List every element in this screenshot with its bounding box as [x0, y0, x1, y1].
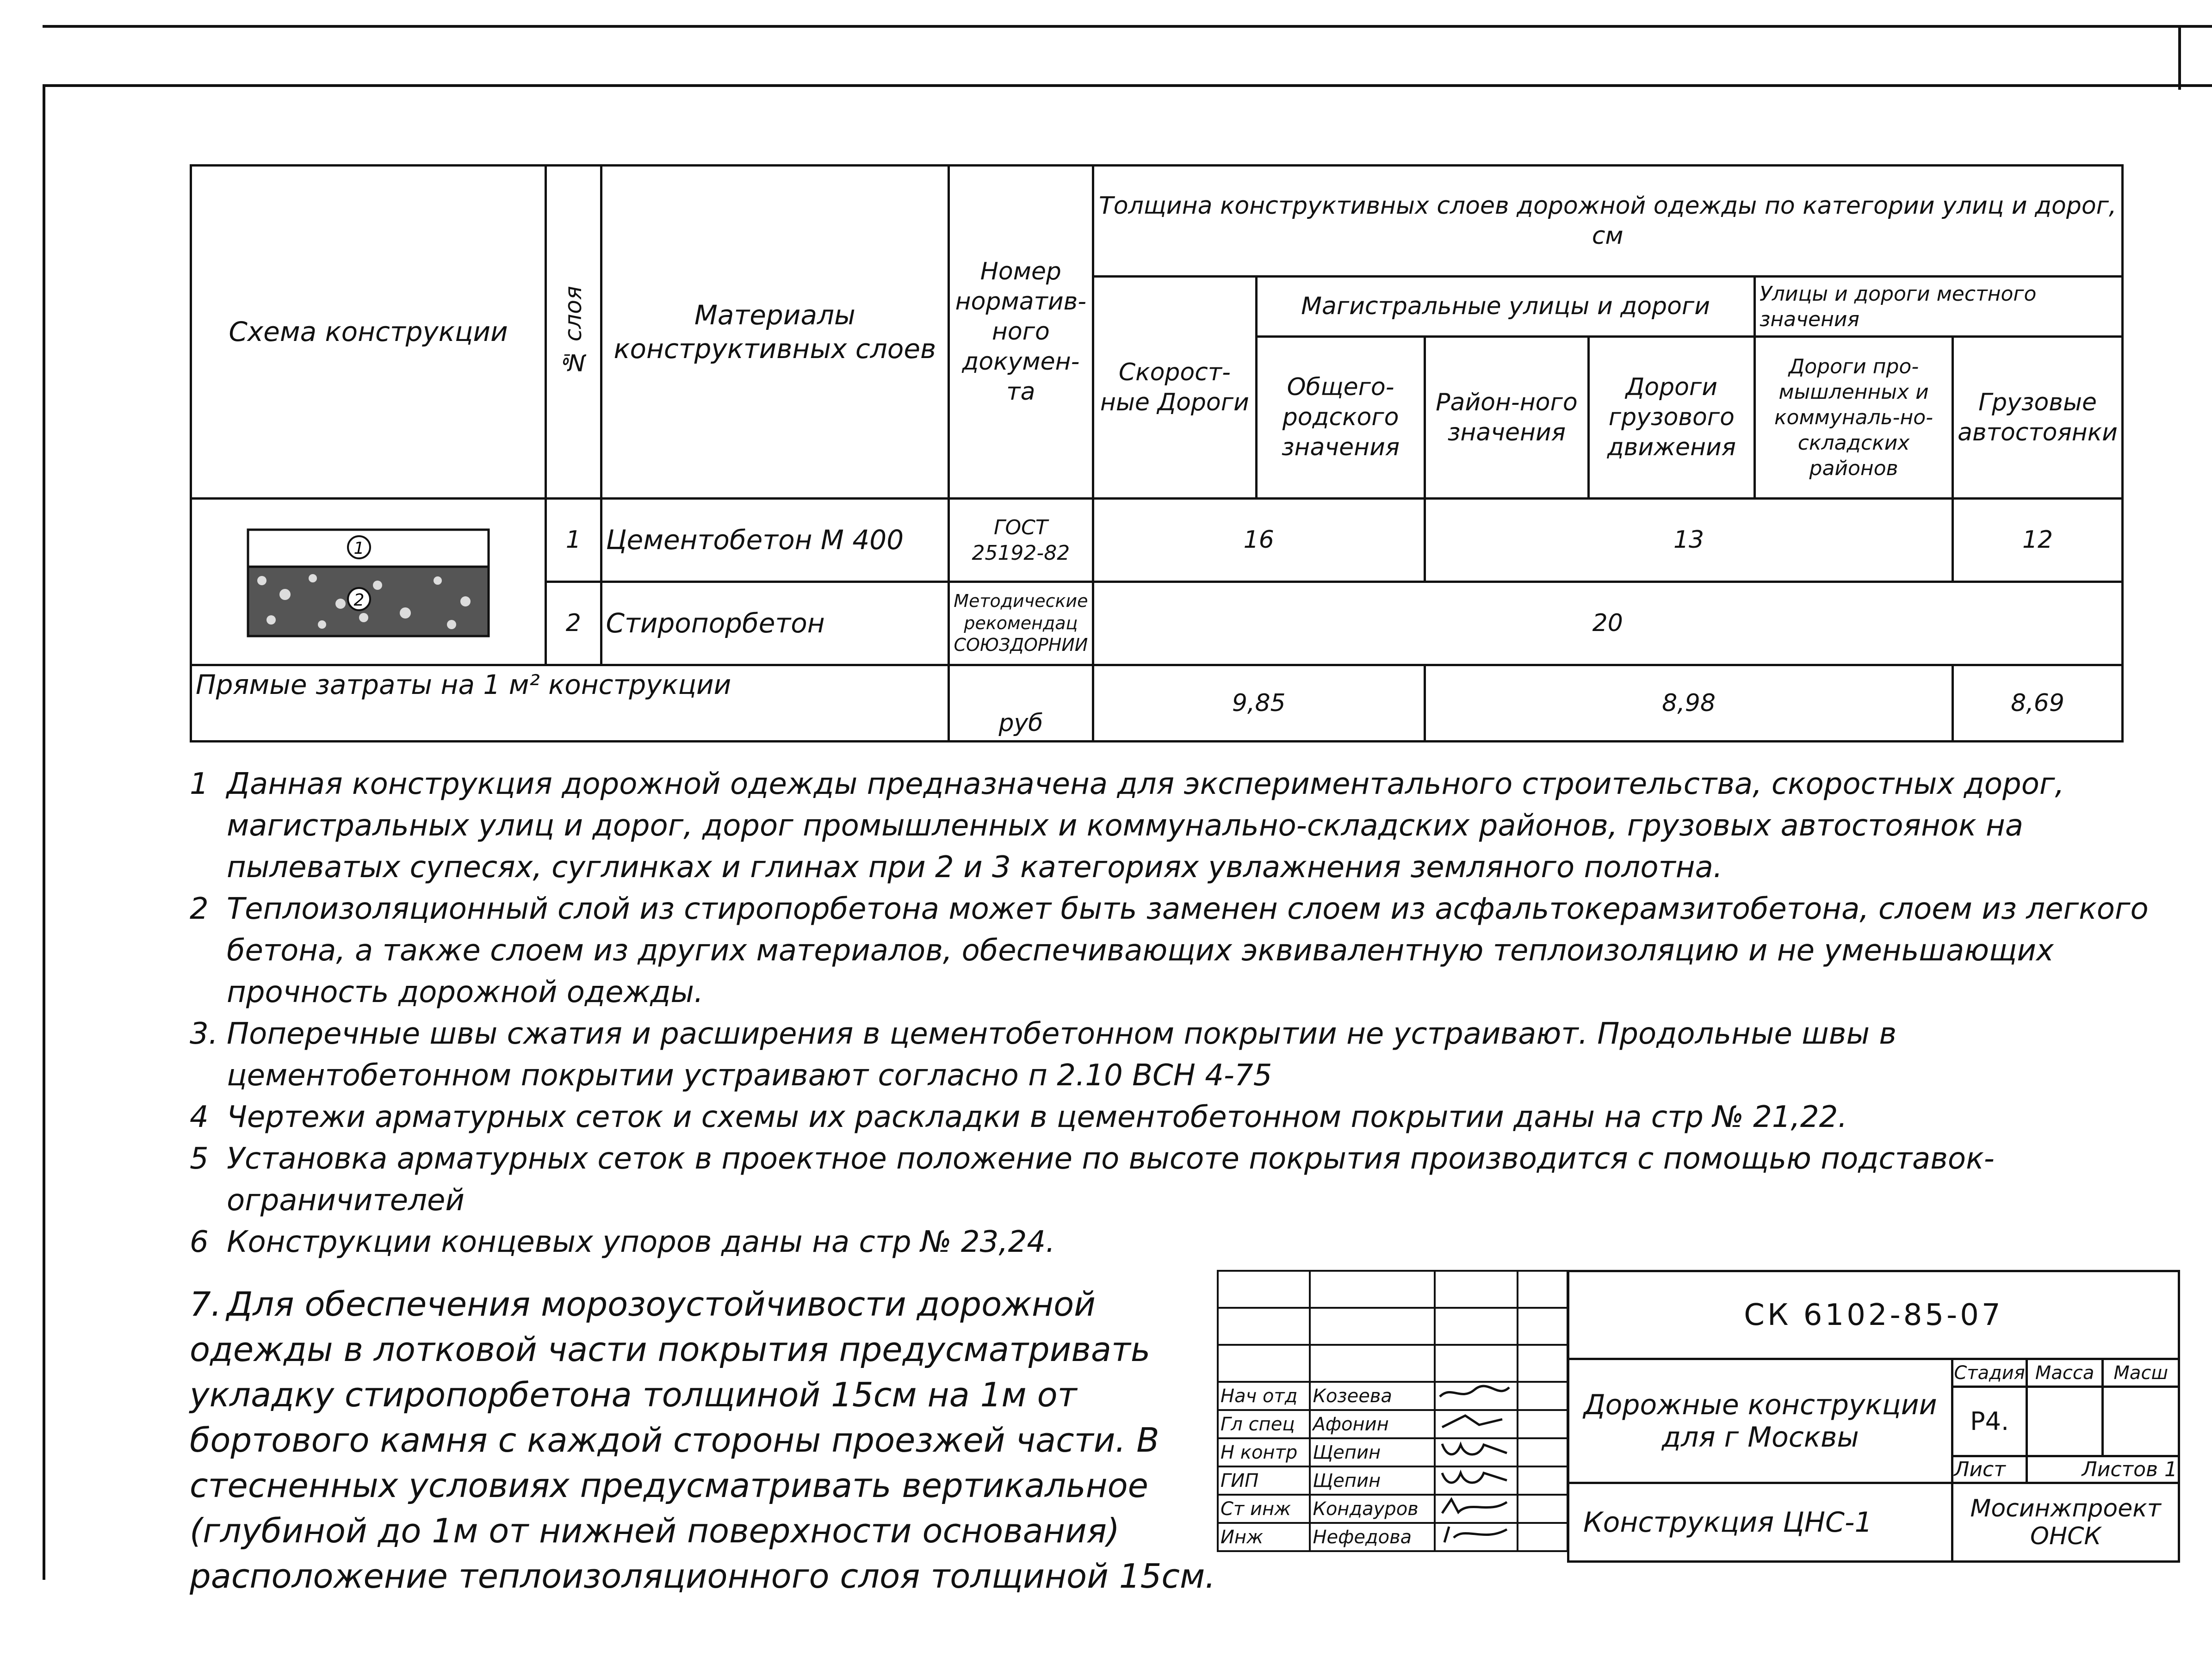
stamp-role-3: Н контр: [1218, 1438, 1310, 1466]
stamp-organization: Мосинжпроект ОНСК: [1952, 1483, 2179, 1562]
row1-doc-line1: ГОСТ: [994, 515, 1048, 539]
header-city-wide: Общего-родского значения: [1257, 337, 1425, 499]
stamp-signature-6: [1435, 1523, 1518, 1551]
header-industrial: Дороги про-мышленных и коммуналь-но-складских районов: [1754, 337, 1952, 499]
stamp-name-2: Афонин: [1310, 1410, 1434, 1438]
header-local-streets: Улицы и дороги местного значения: [1754, 277, 2122, 337]
frame-right-line: [2178, 25, 2181, 90]
row2-value-all: 20: [1093, 582, 2122, 665]
stamp-name-4: Щепин: [1310, 1466, 1434, 1495]
cost-value-parking: 8,69: [1953, 665, 2123, 742]
notes-list: [190, 763, 2179, 1263]
row1-value-parking: 12: [1953, 499, 2123, 582]
stamp-name-5: Кондауров: [1310, 1495, 1434, 1523]
header-materials: Материалы конструктивных слоев: [601, 166, 949, 499]
header-truck-parking: Грузовые автостоянки: [1953, 337, 2123, 499]
stamp-stage-header: Стадия: [1952, 1359, 2026, 1387]
frame-inner-top-line: [43, 84, 2212, 87]
cost-unit: руб: [949, 665, 1093, 742]
stamp-signatures: [1217, 1270, 1568, 1552]
stamp-sheet-title: Конструкция ЦНС-1: [1568, 1483, 1952, 1562]
note-5: 5 Установка арматурных сеток в проектное положение по высоте покрытия производится с помощью подставок- ограничителей: [190, 1142, 1995, 1218]
layer-scheme-drawing: [243, 520, 493, 641]
stamp-scale-header: Масш: [2103, 1359, 2179, 1387]
stamp-name-3: Щепин: [1310, 1438, 1434, 1466]
scheme-label-1: 1: [353, 539, 365, 558]
stamp-signature-3: [1435, 1438, 1518, 1466]
row2-material: Стиропорбетон: [601, 582, 949, 665]
stamp-role-2: Гл спец: [1218, 1410, 1310, 1438]
row2-no: 2: [546, 582, 601, 665]
stamp-main: [1567, 1270, 2180, 1563]
note-7: 7. Для обеспечения морозоустойчивости дорожной одежды в лотковой части покрытия предусматривать укладку стиропорбетона толщиной 15см на 1м от бортового камня с каждой стороны проезжей части. В стесненных условиях предусматривать вертикальное (глубиной до 1м от нижней поверхности основания) расположение теплоизоляционного слоя толщиной 15см.: [190, 1285, 1216, 1596]
row1-doc: [949, 499, 1093, 582]
header-express-roads: Скорост-ные Дороги: [1093, 277, 1257, 499]
stamp-signature-4: [1435, 1466, 1518, 1495]
cost-label: Прямые затраты на 1 м² конструкции: [191, 665, 949, 742]
header-freight: Дороги грузового движения: [1588, 337, 1754, 499]
stamp-sheet-header: Лист: [1952, 1456, 2026, 1483]
row1-doc-line2: 25192-82: [972, 541, 1070, 565]
frame-top-line: [43, 25, 2212, 28]
note-4: 4 Чертежи арматурных сеток и схемы их раскладки в цементобетонном покрытии даны на стр № 21,22.: [190, 1100, 1847, 1134]
row2-doc: [949, 582, 1093, 665]
stamp-role-6: Инж: [1218, 1523, 1310, 1551]
note-2: 2 Теплоизоляционный слой из стиропорбетона может быть заменен слоем из асфальтокерамзитобетона, слоем из легкого бетона, а также слоем из других материалов, обеспечивающих эквивалентную теплоизоляцию и не уменьшающих прочность дорожной одежды.: [190, 892, 2149, 1009]
header-main-streets: Магистральные улицы и дороги: [1257, 277, 1755, 337]
stamp-name-1: Козеева: [1310, 1382, 1434, 1410]
header-thickness: Толщина конструктивных слоев дорожной одежды по категории улиц и дорог, см: [1093, 166, 2122, 277]
stamp-code: СК 6102-85-07: [1568, 1271, 2179, 1359]
stamp-role-5: Ст инж: [1218, 1495, 1310, 1523]
stamp-signature-1: [1435, 1382, 1518, 1410]
stamp-role-1: Нач отд: [1218, 1382, 1310, 1410]
header-layer-no: № слоя: [546, 166, 601, 499]
row2-doc-line2: рекомендац: [964, 612, 1078, 633]
stamp-name-6: Нефедова: [1310, 1523, 1434, 1551]
stamp-signature-2: [1435, 1410, 1518, 1438]
stamp-stage: Р4.: [1952, 1387, 2026, 1456]
scheme-cell: [191, 499, 546, 665]
header-district: Район-ного значения: [1425, 337, 1588, 499]
row1-value-express: 16: [1093, 499, 1425, 582]
header-scheme: Схема конструкции: [191, 166, 546, 499]
stamp-title: Дорожные конструкции для г Москвы: [1568, 1359, 1952, 1483]
cost-value-express: 9,85: [1093, 665, 1425, 742]
stamp-sheets: Листов 1: [2026, 1456, 2179, 1483]
note-1: 1 Данная конструкция дорожной одежды предназначена для экспериментального строительства, скоростных дорог, магистральных улиц и дорог, дорог промышленных и коммунально-складских районов, грузовых автостоянок на пылеватых супесях, суглинках и глинах при 2 и 3 категориях увлажнения земляного полотна.: [190, 767, 2064, 885]
stamp-role-4: ГИП: [1218, 1466, 1310, 1495]
note-6: 6 Конструкции концевых упоров даны на стр № 23,24.: [190, 1225, 1055, 1259]
frame-left-line: [43, 86, 45, 1580]
row1-material: Цементобетон М 400: [601, 499, 949, 582]
stamp-mass-header: Масса: [2026, 1359, 2103, 1387]
row2-doc-line1: Методические: [954, 591, 1088, 612]
construction-table: [190, 164, 2124, 742]
row1-no: 1: [546, 499, 601, 582]
row1-value-main: 13: [1425, 499, 1952, 582]
row2-doc-line3: СОЮЗДОРНИИ: [954, 635, 1088, 656]
header-norm-doc: Номер норматив-ного докумен-та: [949, 166, 1093, 499]
scheme-label-2: 2: [353, 591, 365, 610]
note-3: 3. Поперечные швы сжатия и расширения в цементобетонном покрытии не устраивают. Продольные швы в цементобетонном покрытии устраивают согласно п 2.10 ВСН 4-75: [190, 1017, 1897, 1093]
cost-value-main: 8,98: [1425, 665, 1952, 742]
stamp-signature-5: [1435, 1495, 1518, 1523]
